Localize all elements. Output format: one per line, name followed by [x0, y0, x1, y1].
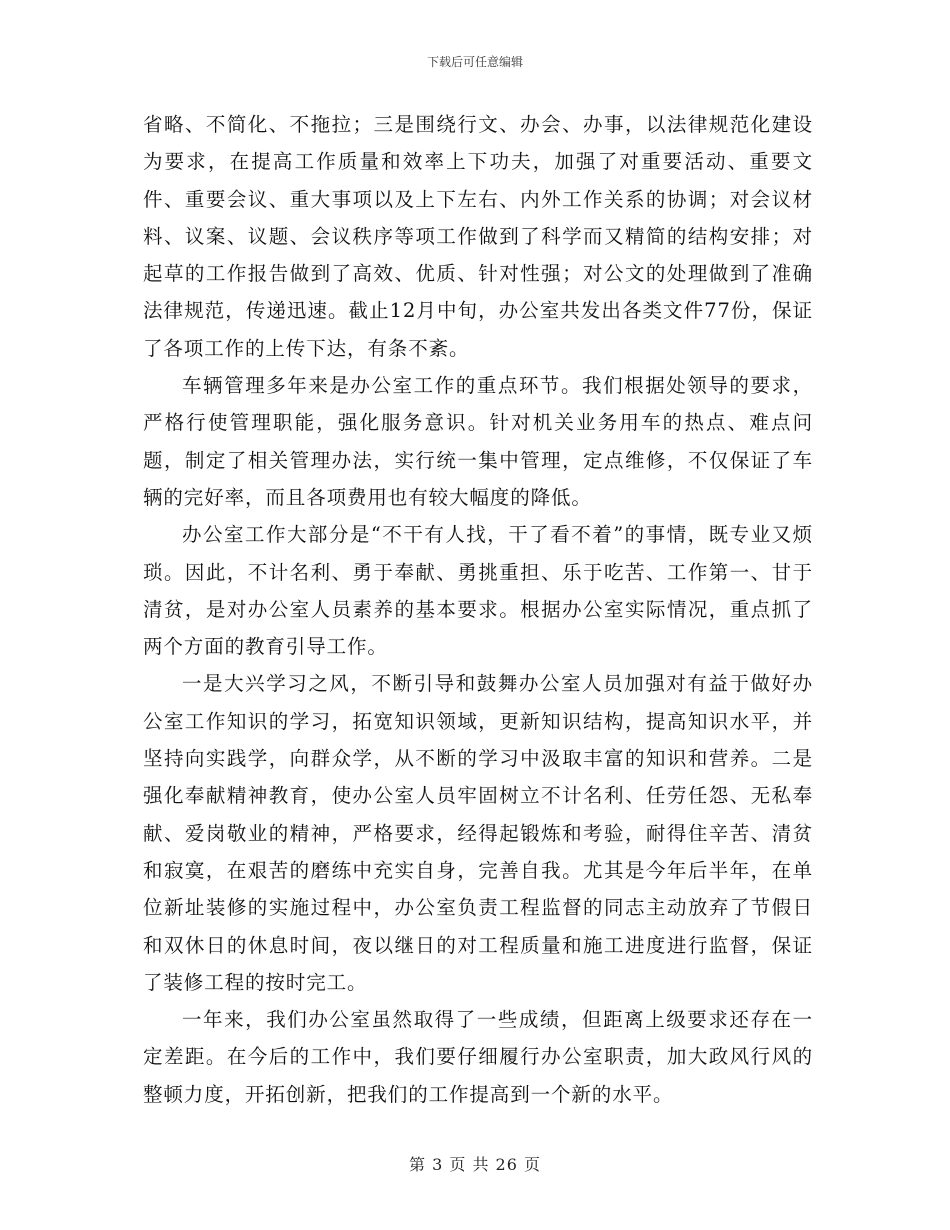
document-body — [143, 106, 813, 1113]
paragraph-conclusion: 一年来，我们办公室虽然取得了一些成绩，但距离上级要求还存在一定差距。在今后的工作中，我们要仔细履行办公室职责，加大政风行风的整顿力度，开拓创新，把我们的工作提高到一个新的水平。 — [143, 1008, 813, 1106]
paragraph-vehicle-management: 车辆管理多年来是办公室工作的重点环节。我们根据处领导的要求，严格行使管理职能，强化服务意识。针对机关业务用车的热点、难点问题，制定了相关管理办法，实行统一集中管理，定点维修，不仅保证了车辆的完好率，而且各项费用也有较大幅度的降低。 — [143, 374, 813, 509]
paragraph-education: 一是大兴学习之风，不断引导和鼓舞办公室人员加强对有益于做好办公室工作知识的学习，拓宽知识领域，更新知识结构，提高知识水平，并坚持向实践学，向群众学，从不断的学习中汲取丰富的知识和营养。二是强化奉献精神教育，使办公室人员牢固树立不计名利、任劳任怨、无私奉献、爱岗敬业的精神，严格要求，经得起锻炼和考验，耐得住辛苦、清贫和寂寞，在艰苦的磨练中充实自身，完善自我。尤其是今年后半年，在单位新址装修的实施过程中，办公室负责工程监督的同志主动放弃了节假日和双休日的休息时间，夜以继日的对工程质量和施工进度进行监督，保证了装修工程的按时完工。 — [143, 672, 813, 994]
page-number-footer: 第 3 页 共 26 页 — [409, 1155, 541, 1174]
page-header: 下载后可任意编辑 — [426, 55, 523, 69]
paragraph-continuation: 省略、不简化、不拖拉；三是围绕行文、办会、办事，以法律规范化建设为要求，在提高工作质量和效率上下功夫，加强了对重要活动、重要文件、重要会议、重大事项以及上下左右、内外工作关系的协调；对会议材料、议案、议题、会议秩序等项工作做到了科学而又精简的结构安排；对起草的工作报告做到了高效、优质、针对性强；对公文的处理做到了准确法律规范，传递迅速。截止12月中旬，办公室共发出各类文件77份，保证了各项工作的上传下达，有条不紊。 — [143, 113, 813, 360]
paragraph-office-work: 办公室工作大部分是“不干有人找，干了看不着”的事情，既专业又烦琐。因此，不计名利、勇于奉献、勇挑重担、乐于吃苦、工作第一、甘于清贫，是对办公室人员素养的基本要求。根据办公室实际情况，重点抓了两个方面的教育引导工作。 — [143, 523, 813, 659]
